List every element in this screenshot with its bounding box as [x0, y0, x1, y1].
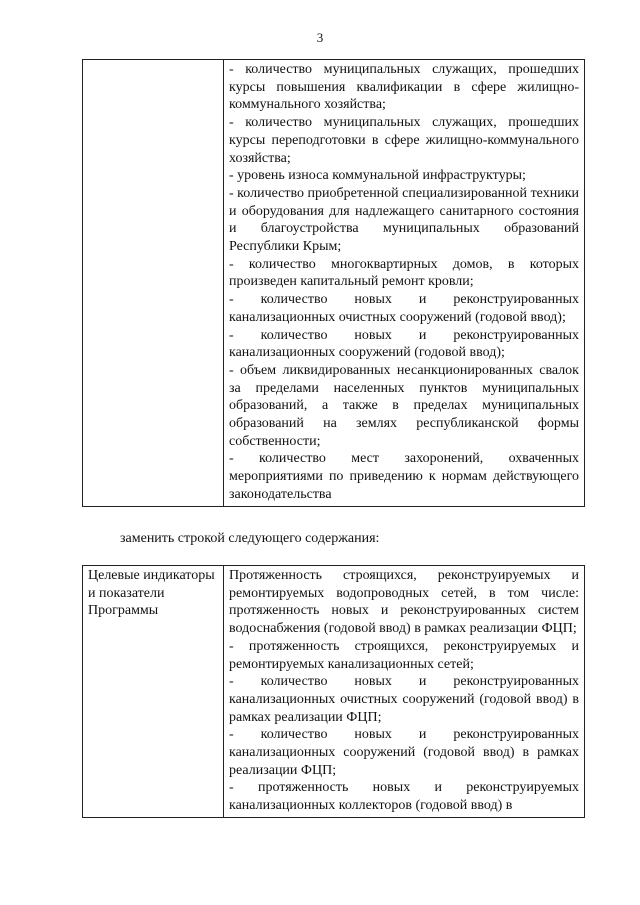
list-item: - протяженность строящихся, реконструируемых и ремонтируемых канализационных сетей; — [229, 638, 579, 672]
list-item: - количество муниципальных служащих, прошедших курсы повышения квалификации в сфере жилищно-коммунального хозяйства; — [229, 62, 579, 113]
list-item: - количество новых и реконструированных канализационных сооружений (годовой ввод); — [229, 327, 579, 361]
list-item: - количество приобретенной специализированной техники и оборудования для надлежащего санитарного состояния и благоустройства муниципальных образований Республики Крым; — [229, 185, 579, 255]
replacement-instruction: заменить строкой следующего содержания: — [120, 531, 380, 546]
indicators-table-new — [82, 565, 585, 818]
list-item: - количество мест захоронений, охваченных мероприятиями по приведению к нормам действующего законодательства — [229, 451, 579, 502]
list-item: - количество новых и реконструированных канализационных очистных сооружений (годовой ввод); — [229, 292, 579, 325]
list-item: Протяженность строящихся, реконструируемых и ремонтируемых водопроводных сетей, в том числе: протяженность новых и реконструированных систем водоснабжения (годовой ввод) в рамках реализации ФЦП; — [229, 568, 579, 637]
list-item: - количество муниципальных служащих, прошедших курсы переподготовки в сфере жилищно-коммунального хозяйства; — [229, 115, 579, 166]
table-right-cell — [224, 566, 585, 818]
list-item: - объем ликвидированных несанкционированных свалок за пределами населенных пунктов муниципальных образований, а также в пределах муниципальных образований на землях республиканской формы собственности; — [229, 362, 579, 449]
list-item: - количество новых и реконструированных канализационных сооружений (годовой ввод) в рамках реализации ФЦП; — [229, 727, 579, 778]
page-number: 3 — [316, 30, 324, 45]
list-item: - уровень износа коммунальной инфраструктуры; — [229, 168, 526, 184]
list-item: - количество многоквартирных домов, в которых произведен капитальный ремонт кровли; — [229, 256, 579, 290]
list-item: - протяженность новых и реконструируемых канализационных коллекторов (годовой ввод) в — [229, 780, 579, 814]
list-item: - количество новых и реконструированных канализационных очистных сооружений (годовой ввод) в рамках реализации ФЦП; — [229, 674, 579, 725]
table-left-cell-heading: Целевые индикаторы и показатели Программы — [83, 566, 224, 818]
table-row — [83, 566, 585, 818]
